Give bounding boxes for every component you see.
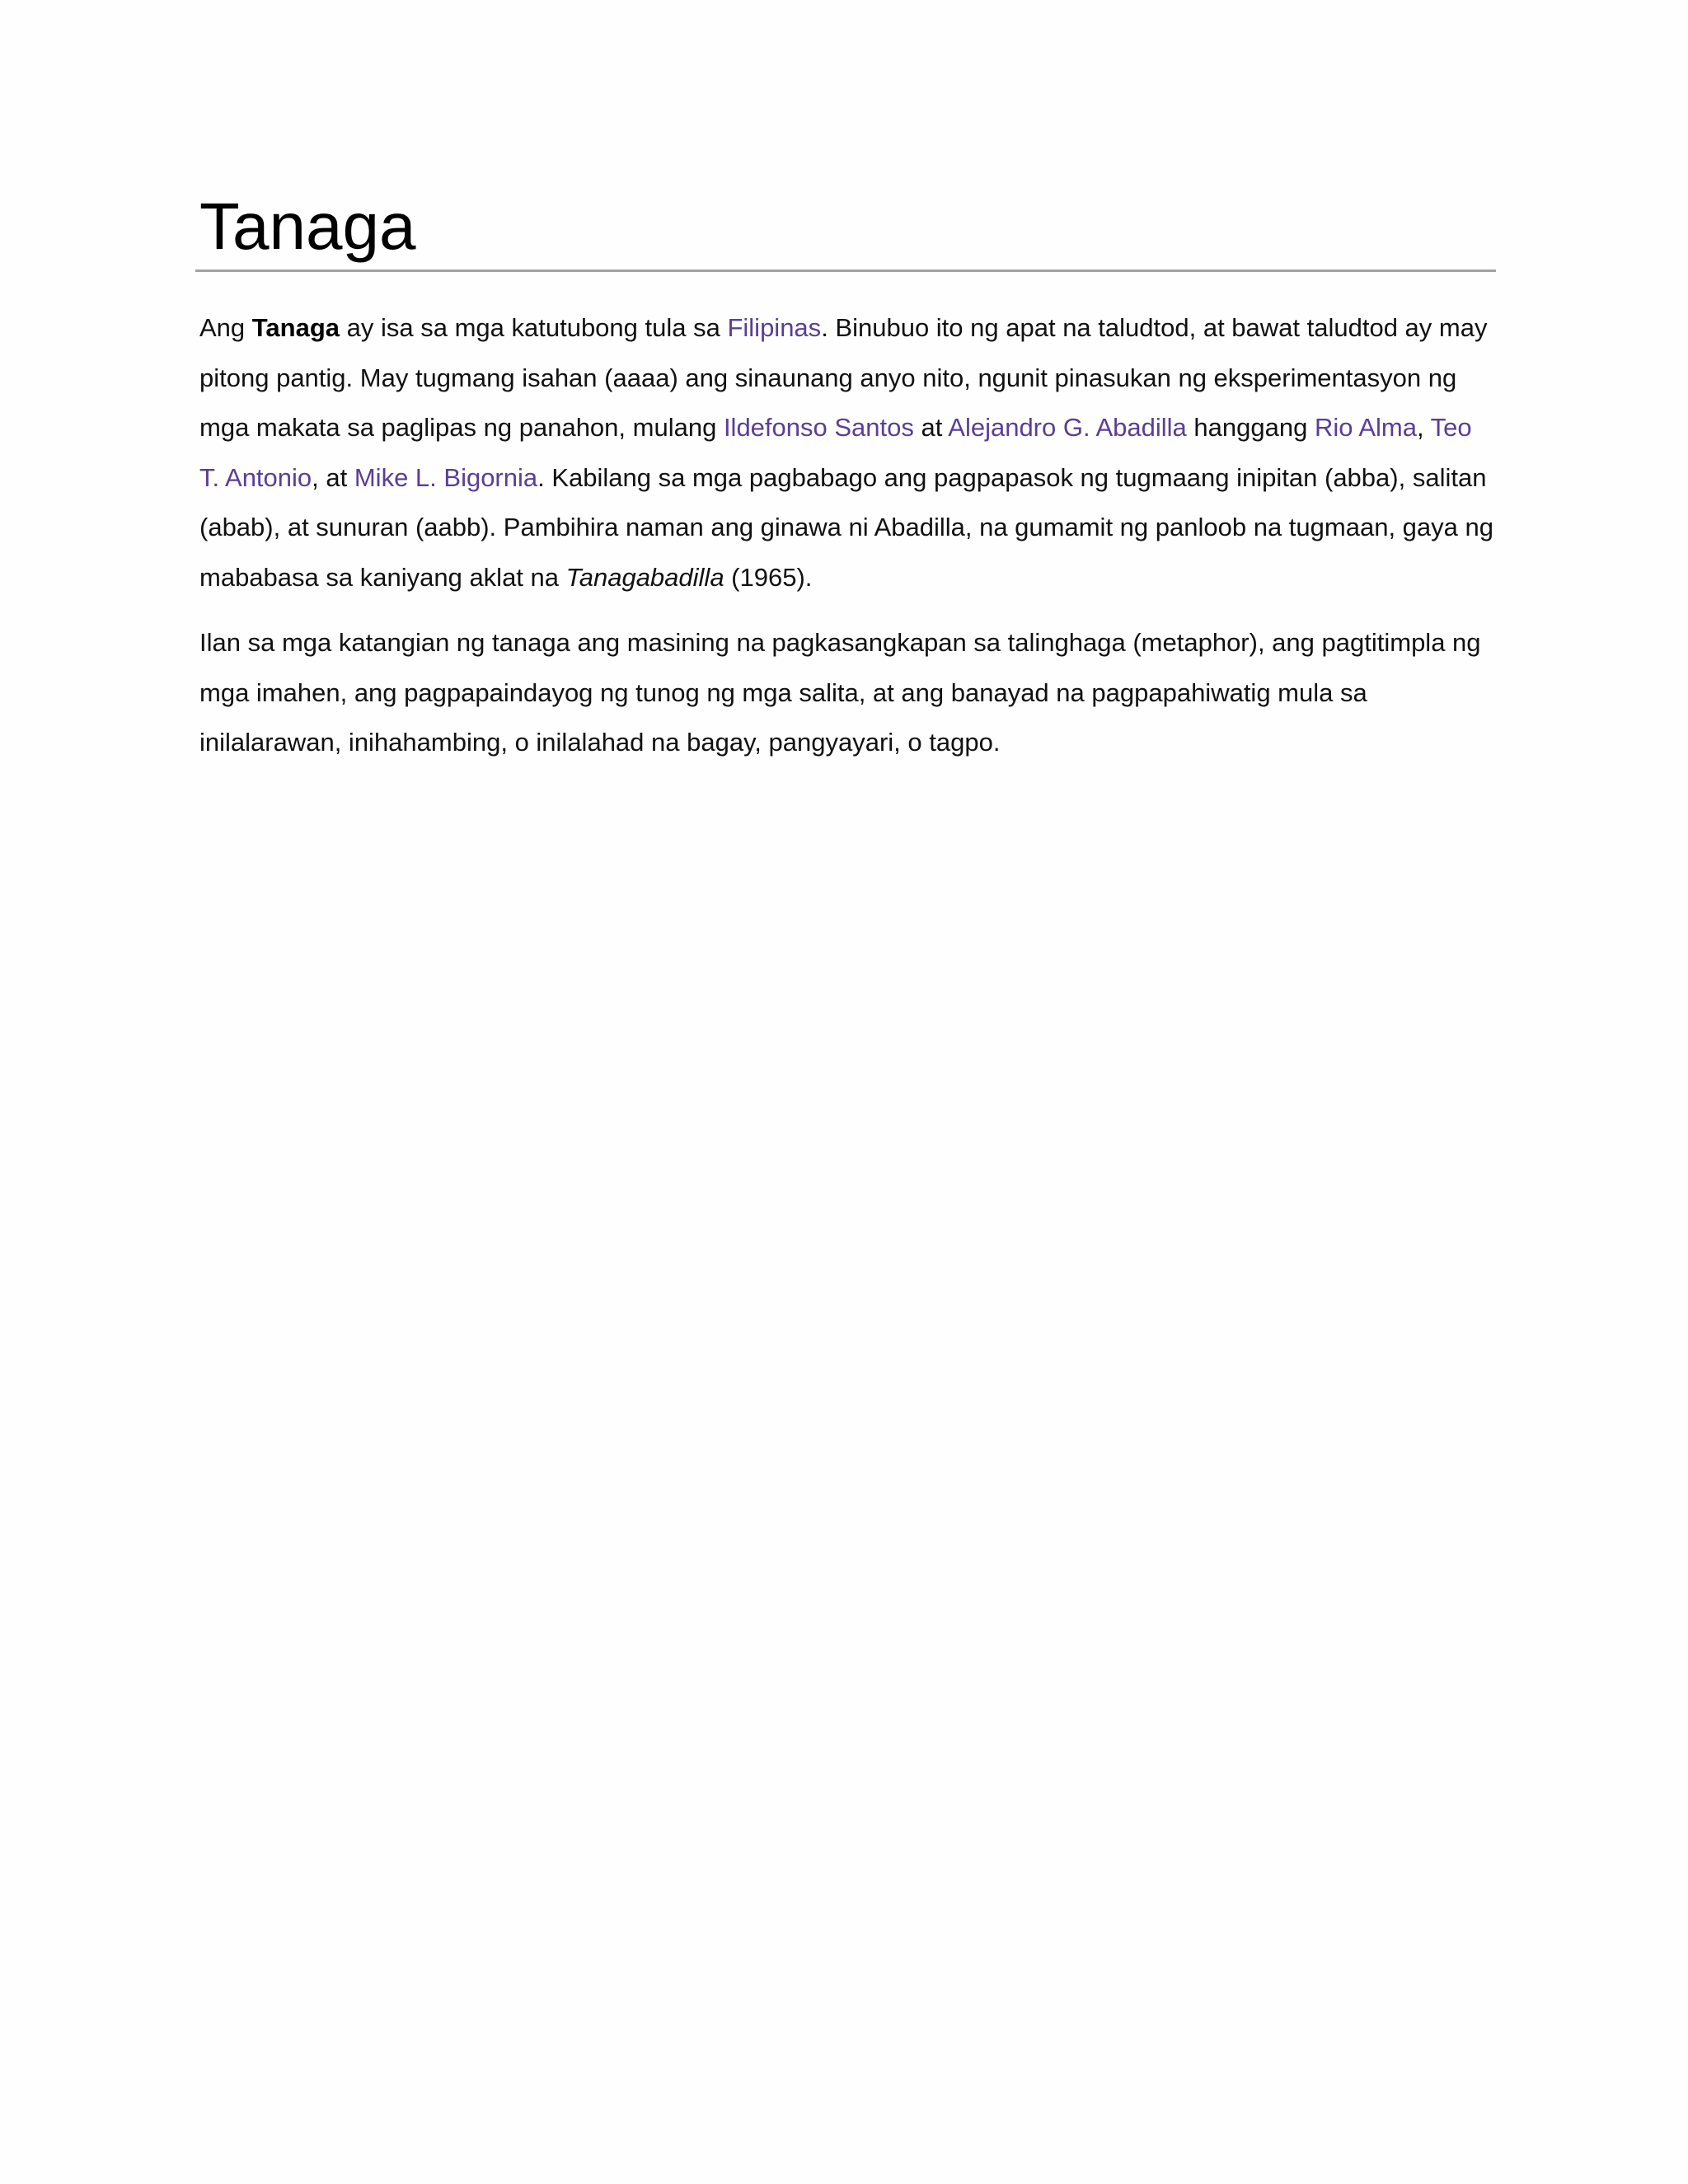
- bold-term: Tanaga: [251, 313, 340, 342]
- text-run: , at: [312, 462, 354, 492]
- link-mike-bigornia[interactable]: Mike L. Bigornia: [354, 462, 538, 492]
- paragraph-2: Ilan sa mga katangian ng tanaga ang masining na pagkasangkapan sa talinghaga (metaphor), ang pagtitimpla ng mga imahen, ang pagpapaindayog ng tunog ng mga salita, at ang banayad na pagpapahiwatig mula sa inilalarawan, inihahambing, o inilalahad na bagay, pangyayari, o tagpo.: [199, 628, 1481, 757]
- text-run: ay isa sa mga katutubong tula sa: [340, 313, 728, 342]
- text-run: . Kabilang sa mga pagbabago ang pagpapasok ng tugmaang inipitan (abba), salitan (abab), at sunuran (aabb). Pambihira naman ang ginawa ni Abadilla, na gumamit ng panloob na tugmaan, gaya ng mababasa sa kaniyang aklat na: [199, 462, 1493, 592]
- text-run: at: [913, 413, 949, 442]
- title-divider: [195, 269, 1496, 272]
- text-run: Ang: [199, 313, 252, 342]
- link-rio-alma[interactable]: Rio Alma: [1314, 413, 1417, 442]
- italic-book-title: Tanagabadilla: [565, 562, 724, 592]
- article: [195, 185, 1496, 768]
- text-run: hanggang: [1186, 413, 1315, 442]
- link-filipinas[interactable]: Filipinas: [727, 313, 822, 342]
- link-alejandro-abadilla[interactable]: Alejandro G. Abadilla: [948, 413, 1187, 442]
- text-run: . Binubuo ito ng apat na taludtod, at bawat taludtod ay may pitong pantig. May tugmang isahan (aaaa) ang sinaunang anyo nito, ngunit pinasukan ng eksperimentasyon ng mga makata sa paglipas ng panahon, mulang: [199, 313, 1488, 442]
- text-run: (1965).: [724, 562, 813, 592]
- page-title: Tanaga: [199, 190, 416, 263]
- paragraph-1: [199, 303, 1496, 602]
- text-run: ,: [1417, 413, 1431, 442]
- link-teo-antonio[interactable]: Teo T. Antonio: [199, 413, 1472, 492]
- link-ildefonso-santos[interactable]: Ildefonso Santos: [723, 413, 914, 442]
